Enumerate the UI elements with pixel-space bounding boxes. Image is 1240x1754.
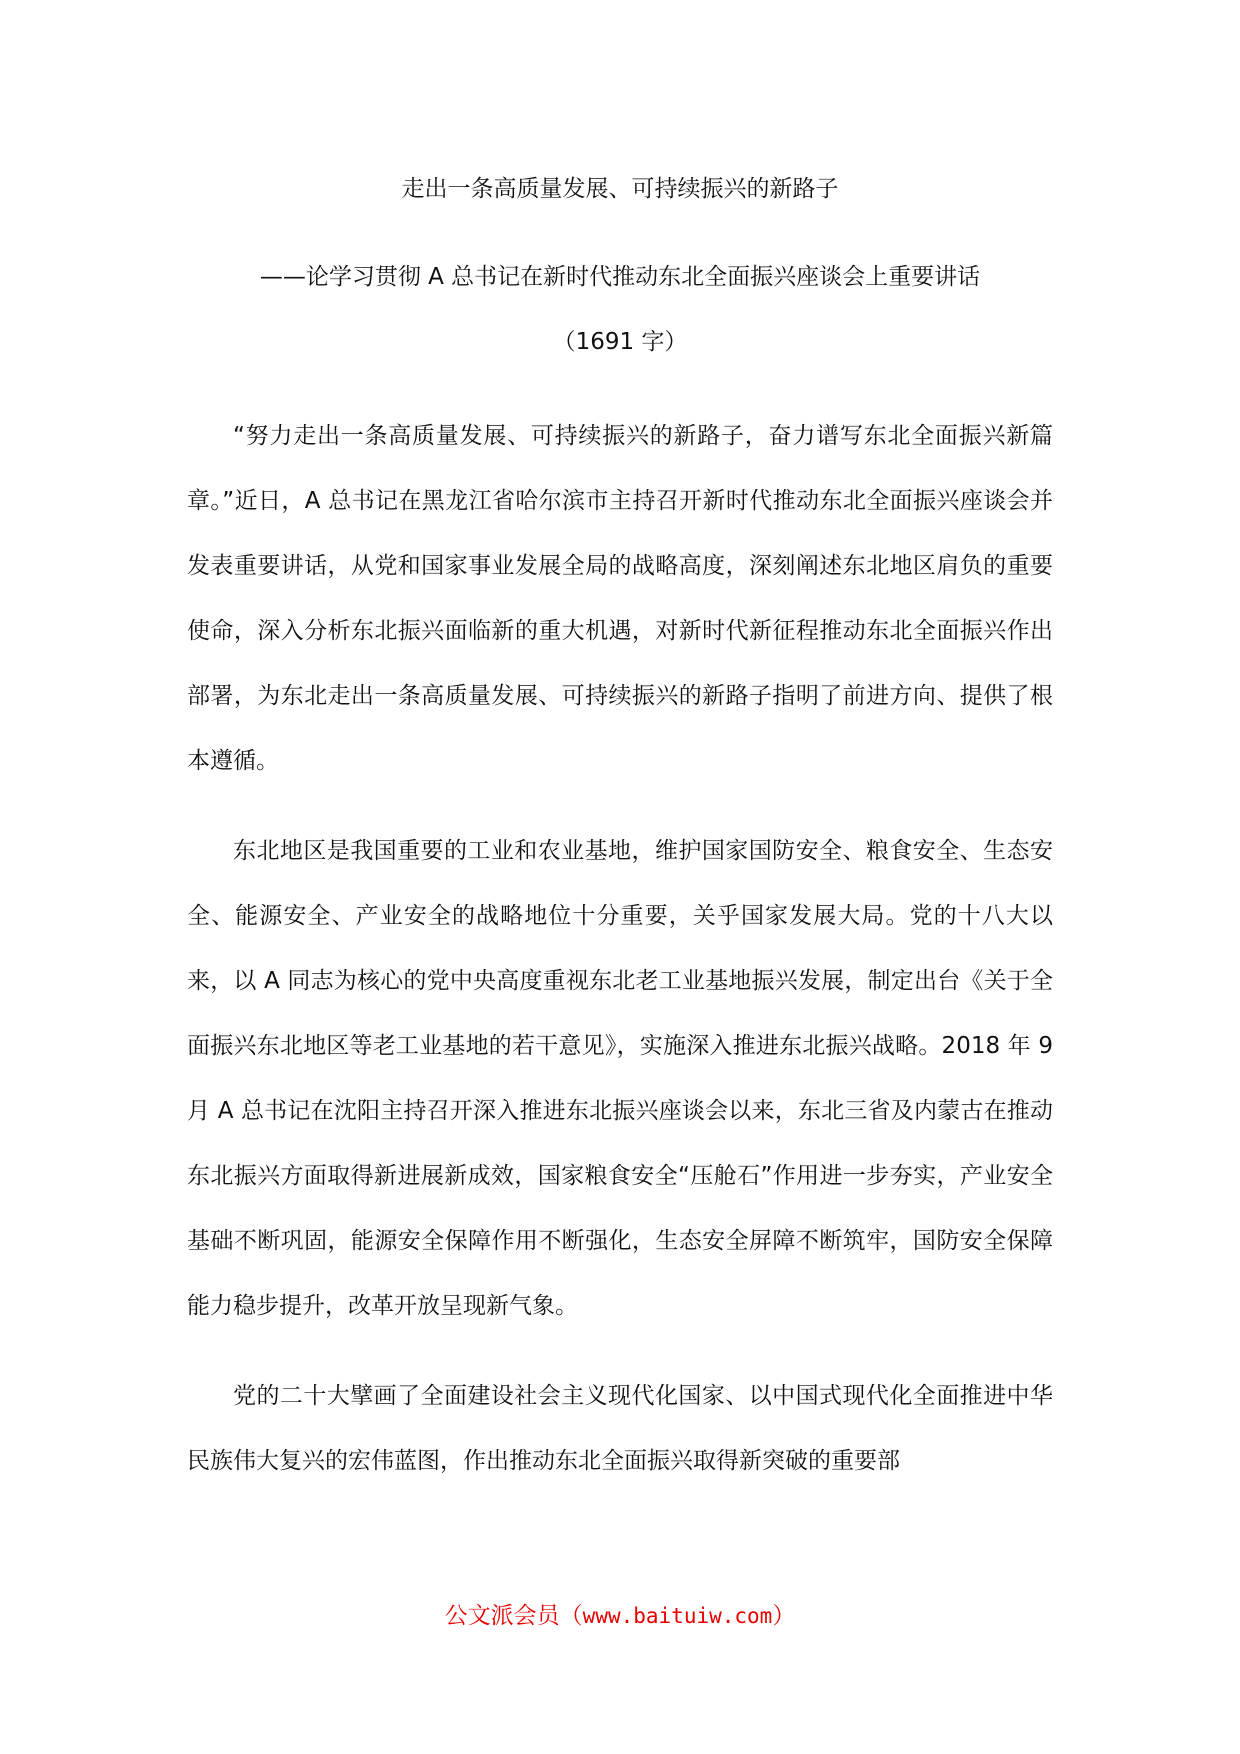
footer-label: 公文派会员（ (444, 1603, 583, 1629)
document-subtitle: ——论学习贯彻 A 总书记在新时代推动东北全面振兴座谈会上重要讲话 (259, 264, 981, 290)
paragraph-1: “努力走出一条高质量发展、可持续振兴的新路子，奋力谱写东北全面振兴新篇章。”近日，A 总书记在黑龙江省哈尔滨市主持召开新时代推动东北全面振兴座谈会并发表重要讲话，从党和国家事业发展全局的战略高度，深刻阐述东北地区肩负的重要使命，深入分析东北振兴面临新的重大机遇，对新时代新征程推动东北全面振兴作出部署，为东北走出一条高质量发展、可持续振兴的新路子指明了前进方向、提供了根本遵循。 (187, 423, 1053, 774)
footer-url[interactable]: www.baituiw.com (582, 1604, 773, 1628)
document-title: 走出一条高质量发展、可持续振兴的新路子 (401, 176, 839, 202)
word-count: （1691 字） (552, 329, 688, 355)
footer-watermark (0, 1600, 1240, 1632)
footer-close: ） (772, 1603, 796, 1629)
document-body (187, 404, 1053, 1519)
paragraph-2: 东北地区是我国重要的工业和农业基地，维护国家国防安全、粮食安全、生态安全、能源安全、产业安全的战略地位十分重要，关乎国家发展大局。党的十八大以来，以 A 同志为核心的党中央高度重视东北老工业基地振兴发展，制定出台《关于全面振兴东北地区等老工业基地的若干意见》，实施深入推进东北振兴战略。2018 年 9 月 A 总书记在沈阳主持召开深入推进东北振兴座谈会以来，东北三省及内蒙古在推动东北振兴方面取得新进展新成效，国家粮食安全“压舱石”作用进一步夯实，产业安全基础不断巩固，能源安全保障作用不断强化，生态安全屏障不断筑牢，国防安全保障能力稳步提升，改革开放呈现新气象。 (187, 838, 1053, 1319)
paragraph-3: 党的二十大擘画了全面建设社会主义现代化国家、以中国式现代化全面推进中华民族伟大复兴的宏伟蓝图，作出推动东北全面振兴取得新突破的重要部 (187, 1383, 1053, 1474)
